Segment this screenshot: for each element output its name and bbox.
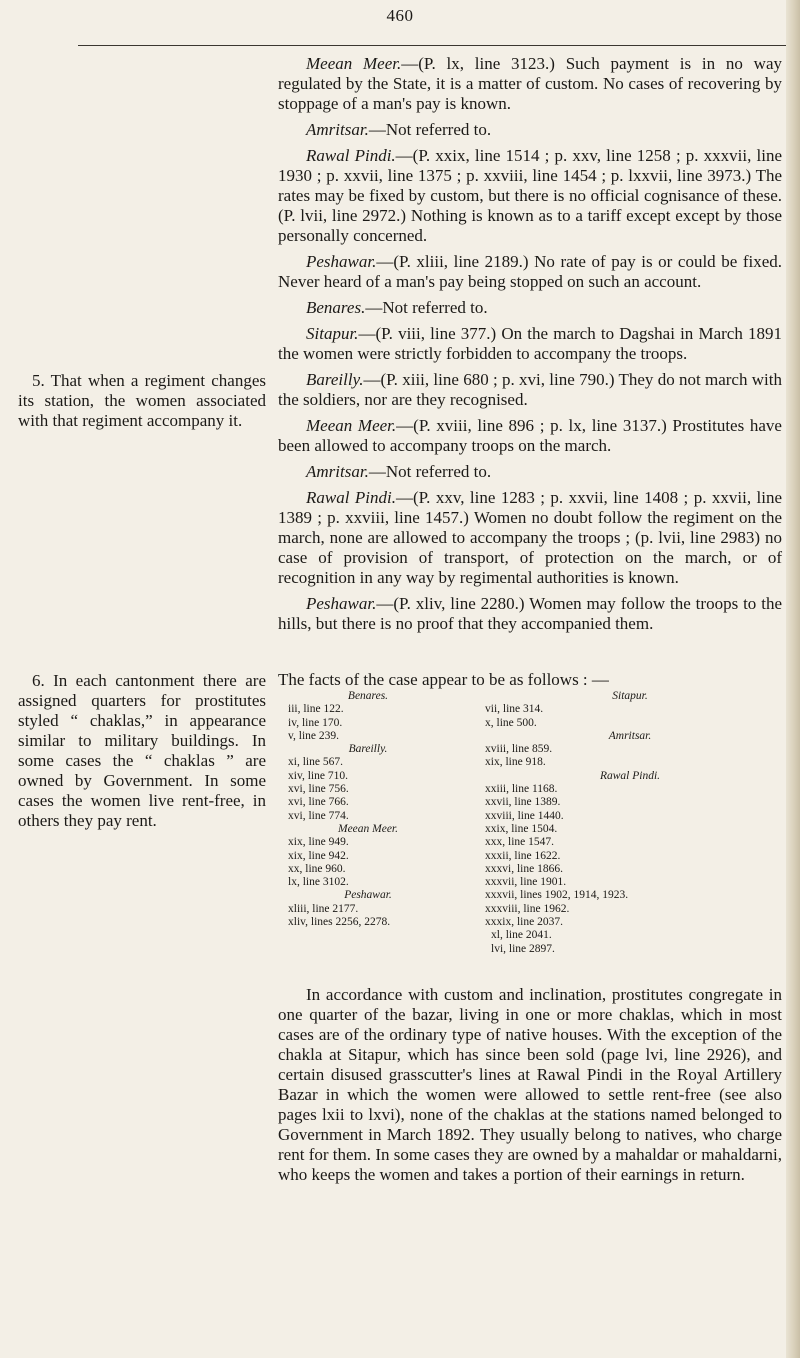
reference-entry: xxxviii, line 1962. [485,902,570,915]
reference-entry: xliv, lines 2256, 2278. [288,916,391,929]
paragraph [278,594,782,634]
side-note-text: 6. In each cantonment there are assigned quarters for prostitutes styled “ chaklas,” in appearance similar to military buildings. In some cases the “ chaklas ” are owned by Government. In some cases the women live rent-free, in others they pay rent. [18,671,266,830]
reference-entry: xviii, line 859. [485,743,553,756]
reference-heading: Bareilly. [348,743,388,756]
paragraph [278,54,782,114]
paragraph-text: —(P. lx, line 3123.) Such payment is in no way regulated by the State, it is a matter of custom. No cases of recovering by stoppage of a man's pay is known. [278,54,782,113]
side-note-5 [18,371,266,431]
facts-right-column [485,690,775,956]
reference-entry: xxxii, line 1622. [485,849,561,862]
paragraph-text: —(P. xliv, line 2280.) Women may follow the troops to the hills, but there is no proof that they accompanied them. [278,594,782,633]
paragraph-text: —Not referred to. [368,120,492,139]
paragraph [278,488,782,588]
reference-entry: xxx, line 1547. [485,836,554,849]
reference-entry: lx, line 3102. [288,876,349,889]
place-name: Sitapur. [306,324,359,343]
reference-entry: xliii, line 2177. [288,902,359,915]
paragraph-text: —(P. xiii, line 680 ; p. xvi, line 790.) They do not march with the soldiers, nor are they recognised. [278,370,782,409]
reference-entry: v, line 239. [288,729,339,742]
reference-entry: xxiii, line 1168. [485,783,558,796]
place-name: Peshawar. [306,252,377,271]
paragraph-text: —Not referred to. [368,462,492,481]
reference-entry: xxxvii, lines 1902, 1914, 1923. [485,889,629,902]
reference-entry: xxxvi, line 1866. [485,862,563,875]
paragraph [278,370,782,410]
place-name: Amritsar. [306,462,369,481]
reference-entry: x, line 500. [485,716,537,729]
place-name: Rawal Pindi. [306,146,396,165]
facts-intro: The facts of the case appear to be as follows : — [278,670,609,689]
reference-entry: iii, line 122. [288,703,344,716]
reference-heading: Meean Meer. [337,822,399,835]
paragraph [278,120,782,140]
paragraph-text: —Not referred to. [365,298,488,317]
reference-heading: Peshawar. [344,889,392,902]
reference-heading: Benares. [347,690,389,702]
paragraph [278,416,782,456]
side-note-6 [18,671,266,831]
reference-entry: xxix, line 1504. [485,822,558,835]
reference-entry: xxvii, line 1389. [485,796,561,809]
reference-entry: xx, line 960. [288,862,346,875]
place-name: Meean Meer. [306,54,402,73]
reference-entry: xxviii, line 1440. [485,809,564,822]
reference-entry: xvi, line 766. [288,796,349,809]
reference-entry: xvi, line 756. [288,783,349,796]
reference-heading: Rawal Pindi. [599,769,661,782]
paragraph-text: —(P. xviii, line 896 ; p. lx, line 3137.) Prostitutes have been allowed to accompany troops on the march. [278,416,782,455]
paragraph-text: —(P. xliii, line 2189.) No rate of pay is or could be fixed. Never heard of a man's pay being stopped on such an account. [278,252,782,291]
reference-entry: xl, line 2041. [491,929,552,942]
reference-entry: xiv, line 710. [288,769,348,782]
reference-heading: Amritsar. [608,729,652,742]
reference-heading: Sitapur. [612,690,648,702]
side-note-text: 5. That when a regiment changes its station, the women associated with that regiment accompany it. [18,371,266,430]
reference-entry: xxxvii, line 1901. [485,876,567,889]
paragraph-text: —(P. viii, line 377.) On the march to Dagshai in March 1891 the women were strictly forbidden to accompany the troops. [278,324,782,363]
reference-entry: xix, line 949. [288,836,349,849]
reference-entry: iv, line 170. [288,716,343,729]
place-name: Amritsar. [306,120,369,139]
paragraph-text: —(P. xxv, line 1283 ; p. xxvii, line 1408 ; p. xxvii, line 1389 ; p. xxviii, line 1457.) Women no doubt follow the regiment on the march, none are allowed to accompany the troops ; (p. lvii, line 2983) no case of provision of transport, of protection on the march, or of recognition in any way by regimental authorities is known. [278,488,782,587]
paragraph-text: —(P. xxix, line 1514 ; p. xxv, line 1258 ; p. xxxvii, line 1930 ; p. xxvii, line 1375 ; p. xxviii, line 1454 ; p. lxxvii, line 3973.) The rates may be fixed by custom, but there is no official cognisance of these. (P. lvii, line 2972.) Nothing is known as to a tariff except except by those personally concerned. [278,146,783,245]
main-text [278,54,782,640]
paragraph [278,146,782,246]
reference-entry: xvi, line 774. [288,809,349,822]
page-number: 460 [386,6,414,25]
reference-entry: lvi, line 2897. [491,942,555,955]
reference-entry: xix, line 942. [288,849,349,862]
page-edge [786,0,800,1358]
place-name: Peshawar. [306,594,377,613]
reference-entry: xix, line 918. [485,756,546,769]
reference-entry: xxxix, line 2037. [485,916,563,929]
reference-entry: xi, line 567. [288,756,343,769]
place-name: Meean Meer. [306,416,397,435]
paragraph [278,324,782,364]
paragraph [278,298,782,318]
closing-text [278,985,782,1185]
facts-left-column [288,690,448,929]
paragraph [278,252,782,292]
closing-paragraph: In accordance with custom and inclination, prostitutes congregate in one quarter of the bazar, living in one or more chaklas, which in most cases are of the ordinary type of native houses. With the exception of the chakla at Sitapur, which has since been sold (page lvi, line 2926), and certain disused grasscutter's lines at Rawal Pindi in the Royal Artillery Bazar in which the women were allowed to settle rent-free (see also pages lxii to lxvi), none of the chaklas at the stations named belonged to Government in March 1892. They usually belong to natives, who charge rent for them. In some cases they are owned by a mahaldar or mahaldarni, who keeps the women and takes a portion of their earnings in return. [278,985,782,1184]
reference-entry: vii, line 314. [485,703,544,716]
place-name: Bareilly. [306,370,364,389]
paragraph [278,462,782,482]
place-name: Rawal Pindi. [306,488,396,507]
header-rule [78,45,786,46]
place-name: Benares. [306,298,366,317]
